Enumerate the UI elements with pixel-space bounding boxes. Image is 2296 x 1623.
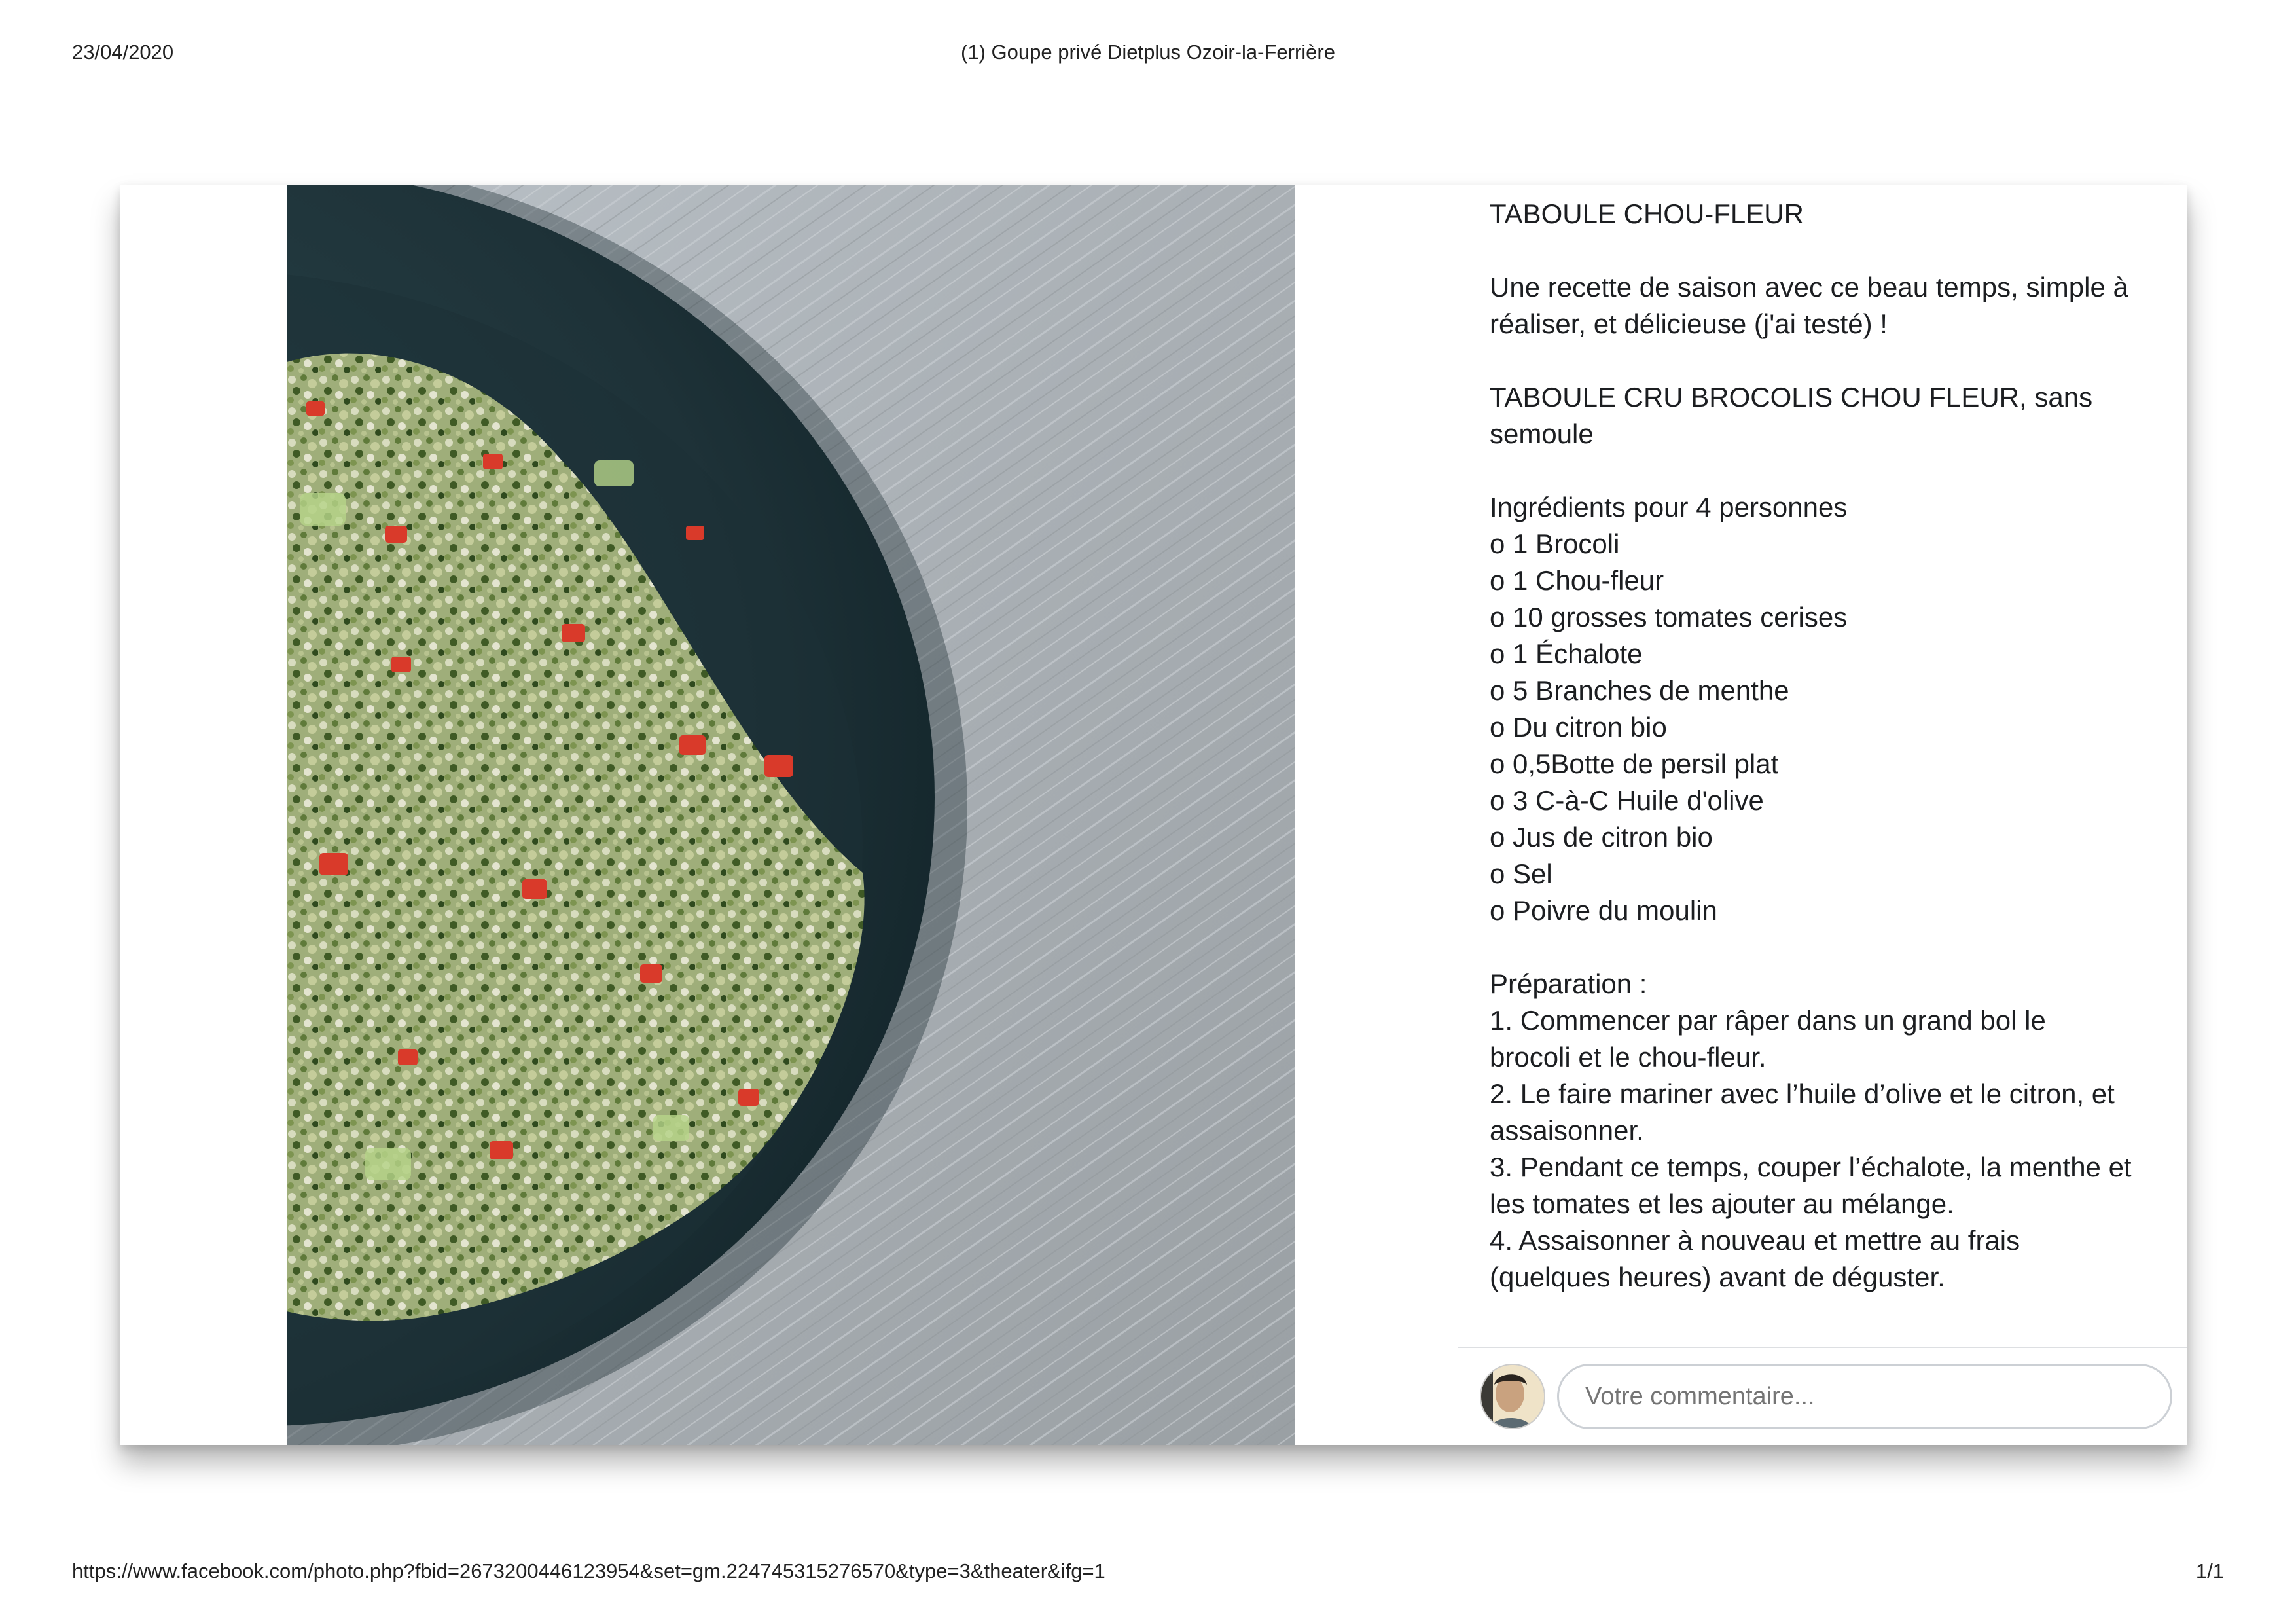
avatar[interactable]	[1480, 1364, 1545, 1429]
preparation-line: 2. Le faire mariner avec l’huile d’olive et le citron, et	[1490, 1078, 2115, 1109]
post-text	[1490, 196, 2157, 1296]
preparation-heading: Préparation :	[1490, 968, 1647, 999]
ingredient-item: o 1 Chou-fleur	[1490, 565, 1664, 596]
post-subtitle-line: semoule	[1490, 418, 1594, 449]
post-intro-line: réaliser, et délicieuse (j'ai testé) !	[1490, 308, 1888, 339]
user-avatar-icon	[1481, 1365, 1544, 1428]
print-page-title: (1) Goupe privé Dietplus Ozoir-la-Ferrière	[961, 41, 1335, 64]
ingredient-item: o 1 Échalote	[1490, 638, 1643, 669]
post-panel	[1458, 185, 2187, 1445]
print-header	[0, 41, 2296, 67]
ingredient-item: o 3 C-à-C Huile d'olive	[1490, 785, 1764, 816]
preparation-line: brocoli et le chou-fleur.	[1490, 1042, 1767, 1072]
ingredient-item: o Sel	[1490, 858, 1552, 889]
print-date: 23/04/2020	[72, 41, 174, 64]
photo-stage[interactable]	[120, 185, 1458, 1445]
post-subtitle-line: TABOULE CRU BROCOLIS CHOU FLEUR, sans	[1490, 382, 2093, 412]
ingredients-heading: Ingrédients pour 4 personnes	[1490, 492, 1848, 522]
post-intro-line: Une recette de saison avec ce beau temps, simple à	[1490, 272, 2128, 302]
post-photo[interactable]	[287, 185, 1295, 1445]
photo-theater	[120, 185, 2187, 1445]
ingredient-item: o 5 Branches de menthe	[1490, 675, 1789, 706]
preparation-line: assaisonner.	[1490, 1115, 1644, 1146]
ingredient-item: o 10 grosses tomates cerises	[1490, 602, 1848, 632]
ingredient-item: o Jus de citron bio	[1490, 822, 1713, 852]
preparation-line: 3. Pendant ce temps, couper l’échalote, la menthe et	[1490, 1152, 2132, 1182]
preparation-line: 4. Assaisonner à nouveau et mettre au frais	[1490, 1225, 2020, 1256]
preparation-line: 1. Commencer par râper dans un grand bol le	[1490, 1005, 2046, 1036]
print-url: https://www.facebook.com/photo.php?fbid=2673200446123954&set=gm.224745315276570&type=3&theater&ifg=1	[72, 1559, 1105, 1582]
comment-input[interactable]	[1557, 1364, 2172, 1429]
post-title: TABOULE CHOU-FLEUR	[1490, 198, 1804, 229]
preparation-line: (quelques heures) avant de déguster.	[1490, 1262, 1945, 1292]
print-page-number: 1/1	[2195, 1559, 2224, 1582]
ingredient-item: o 0,5Botte de persil plat	[1490, 748, 1779, 779]
print-footer	[0, 1559, 2296, 1586]
preparation-line: les tomates et les ajouter au mélange.	[1490, 1188, 1954, 1219]
ingredient-item: o Poivre du moulin	[1490, 895, 1717, 926]
comment-divider	[1458, 1347, 2187, 1348]
ingredient-item: o 1 Brocoli	[1490, 528, 1620, 559]
ingredient-item: o Du citron bio	[1490, 712, 1667, 742]
